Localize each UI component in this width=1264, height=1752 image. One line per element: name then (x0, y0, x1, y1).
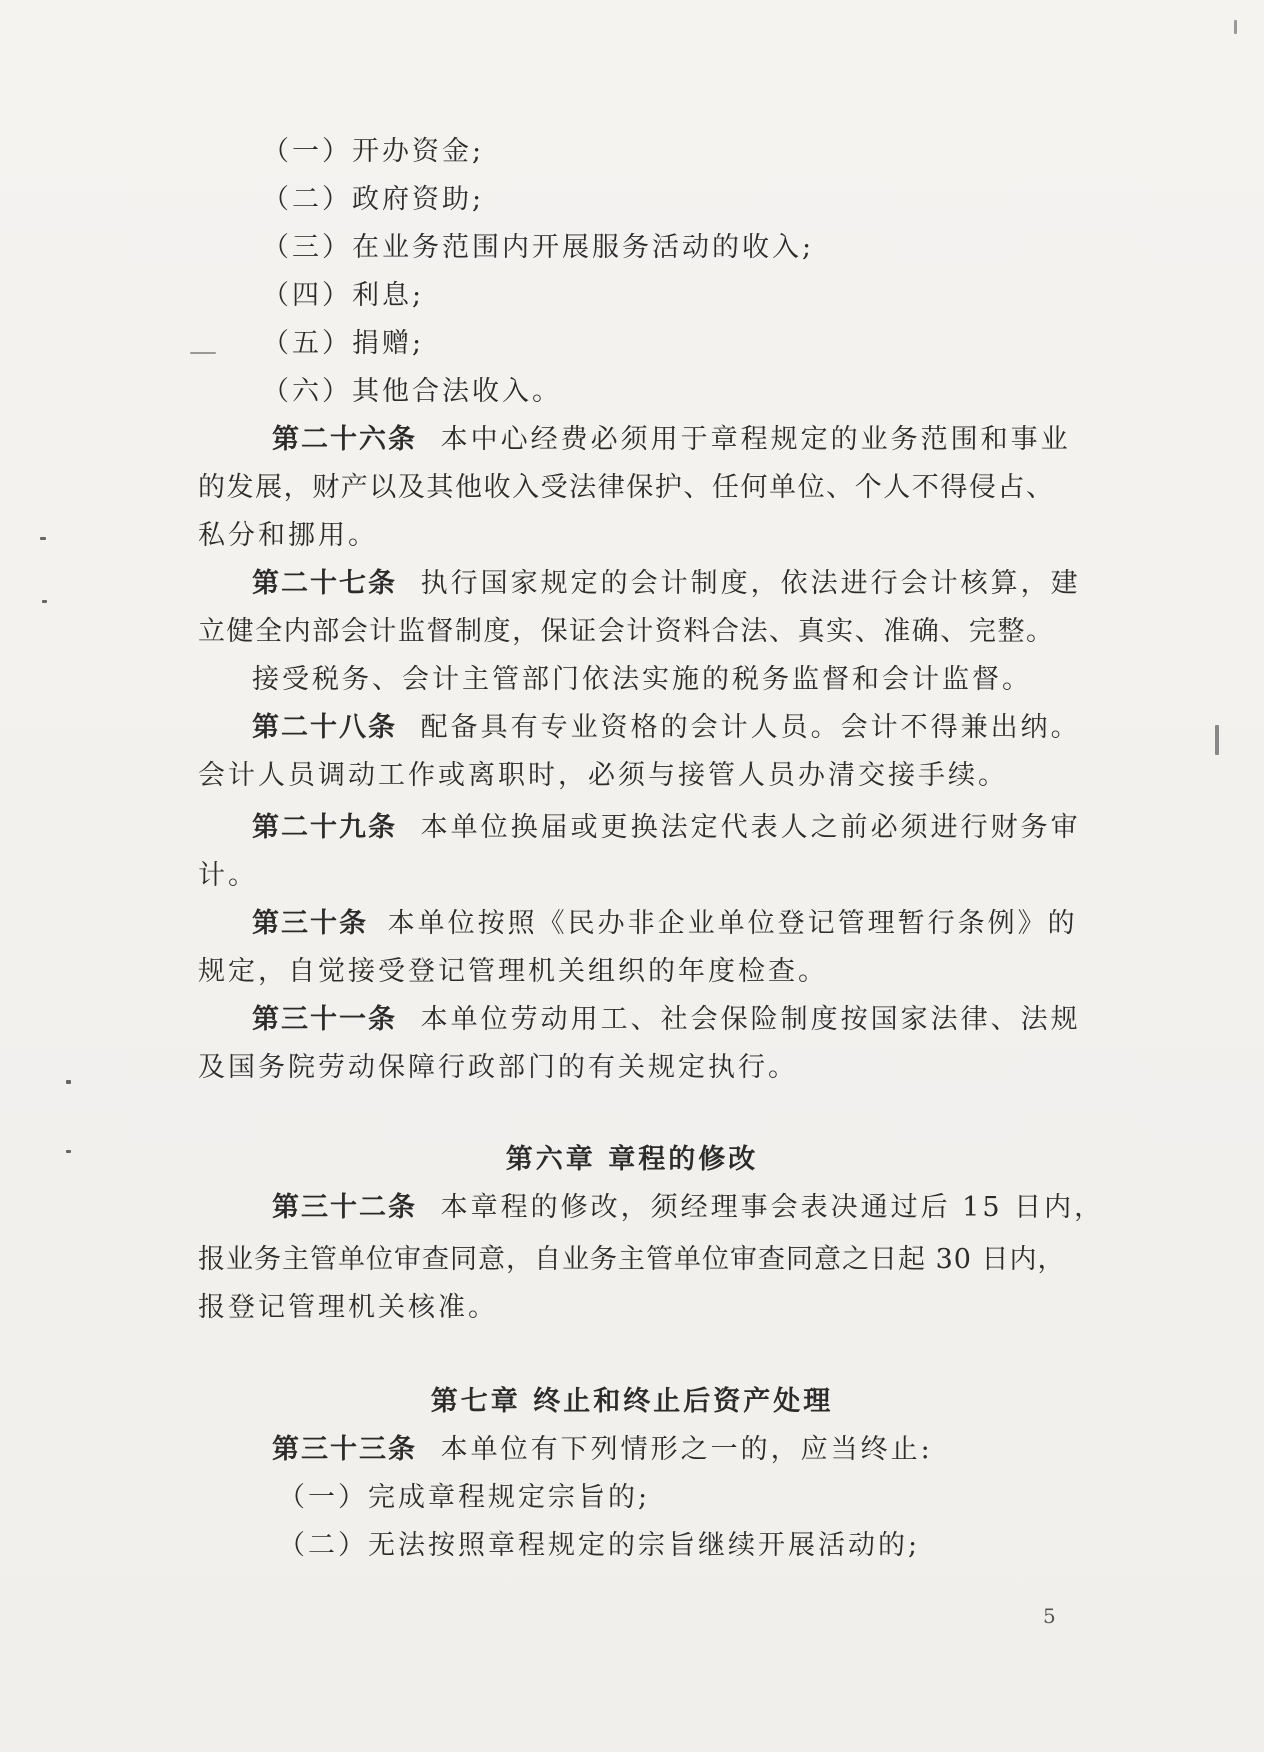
article-29-label: 第二十九条 (252, 812, 397, 843)
article-31-text-1: 本单位劳动用工、社会保险制度按国家法律、法规 (420, 1004, 1081, 1035)
article-28-label: 第二十八条 (252, 712, 397, 743)
article-33-first-line (272, 1430, 933, 1470)
scan-speck (40, 537, 46, 540)
list-item-6: （六）其他合法收入。 (262, 376, 562, 407)
article-27-text-2: 立健全内部会计监督制度，保证会计资料合法、真实、准确、完整。 (198, 616, 1054, 647)
chapter-7-heading: 第七章 终止和终止后资产处理 (430, 1386, 834, 1417)
list-item-2: （二）政府资助; (262, 184, 485, 215)
article-28-text-1: 配备具有专业资格的会计人员。会计不得兼出纳。 (420, 712, 1081, 743)
chapter-6-heading: 第六章 章程的修改 (505, 1144, 759, 1175)
article-32-text-1: 本章程的修改，须经理事会表决通过后 15 日内， (440, 1192, 1105, 1223)
page-number: 5 (1043, 1604, 1056, 1628)
article-28-text-2: 会计人员调动工作或离职时，必须与接管人员办清交接手续。 (198, 760, 1008, 791)
article-33-text-1: 本单位有下列情形之一的，应当终止: (440, 1434, 933, 1465)
article-26-text-3: 私分和挪用。 (198, 520, 378, 551)
scan-speck (1215, 725, 1219, 755)
article-30-label: 第三十条 (252, 908, 368, 939)
list-item-3: （三）在业务范围内开展服务活动的收入; (262, 232, 815, 263)
article-30-text-1: 本单位按照《民办非企业单位登记管理暂行条例》的 (387, 908, 1078, 939)
article-29-text-1: 本单位换届或更换法定代表人之前必须进行财务审 (420, 812, 1081, 843)
article-30-text-2: 规定，自觉接受登记管理机关组织的年度检查。 (198, 956, 828, 987)
scan-speck (66, 1080, 71, 1084)
article-26-text-2: 的发展，财产以及其他收入受法律保护、任何单位、个人不得侵占、 (198, 472, 1054, 503)
article-27-label: 第二十七条 (252, 568, 397, 599)
scan-speck (42, 600, 47, 603)
article-31-first-line (252, 1000, 1081, 1040)
article-32-text-2: 报业务主管单位审查同意，自业务主管单位审查同意之日起 30 日内， (198, 1244, 1066, 1275)
article-27-text-3: 接受税务、会计主管部门依法实施的税务监督和会计监督。 (252, 664, 1032, 695)
article-28-first-line (252, 708, 1081, 748)
article-32-text-3: 报登记管理机关核准。 (198, 1292, 498, 1323)
article-29-first-line (252, 808, 1081, 848)
list-item-5: （五）捐赠; (262, 328, 425, 359)
article-31-label: 第三十一条 (252, 1004, 397, 1035)
article-31-text-2: 及国务院劳动保障行政部门的有关规定执行。 (198, 1052, 798, 1083)
termination-item-1: （一）完成章程规定宗旨的; (278, 1482, 651, 1513)
article-29-text-2: 计。 (198, 860, 258, 891)
list-item-4: （四）利息; (262, 280, 425, 311)
article-26-label: 第二十六条 (272, 424, 417, 455)
article-30-first-line (252, 904, 1078, 944)
article-33-label: 第三十三条 (272, 1434, 417, 1465)
list-item-1: （一）开办资金; (262, 136, 485, 167)
article-26-text-1: 本中心经费必须用于章程规定的业务范围和事业 (440, 424, 1071, 455)
article-32-first-line (272, 1188, 1104, 1228)
termination-item-2: （二）无法按照章程规定的宗旨继续开展活动的; (278, 1530, 921, 1561)
article-27-text-1: 执行国家规定的会计制度，依法进行会计核算，建 (420, 568, 1081, 599)
article-26-first-line (272, 420, 1071, 460)
article-32-label: 第三十二条 (272, 1192, 417, 1223)
scan-speck (190, 352, 216, 354)
scan-speck (1234, 20, 1237, 34)
article-27-first-line (252, 564, 1081, 604)
